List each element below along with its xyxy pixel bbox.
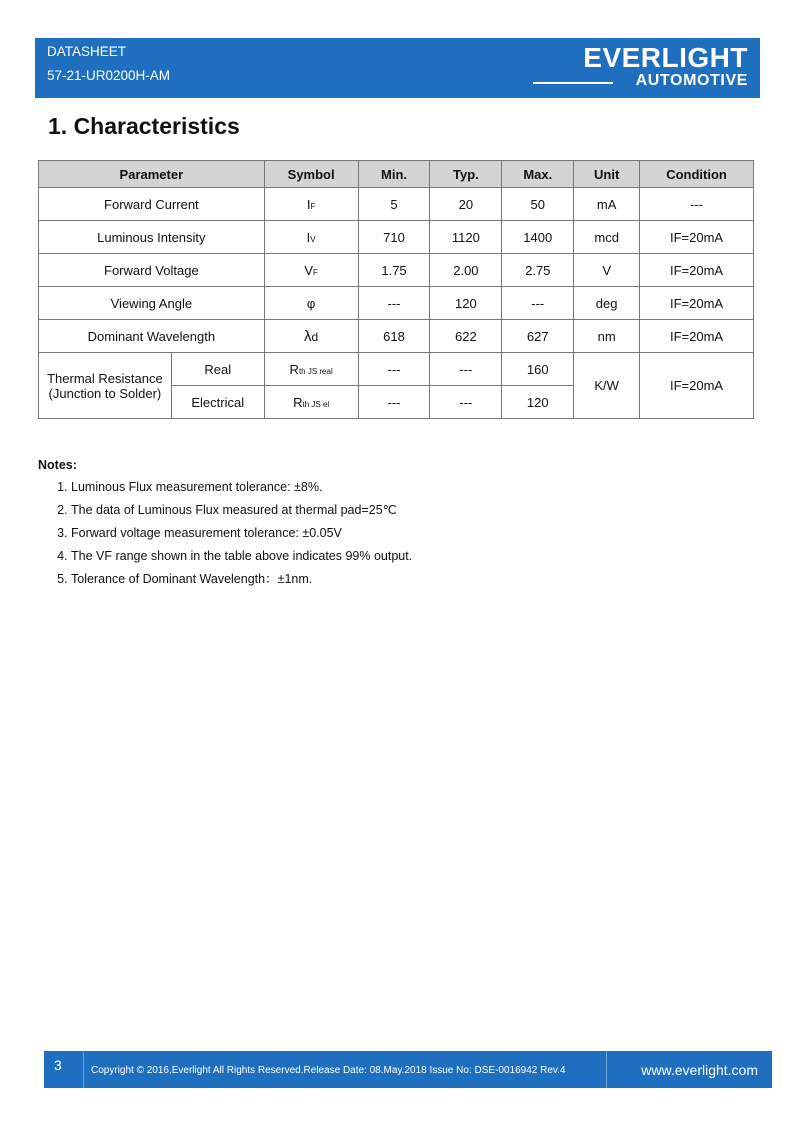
header-typ: Typ.: [430, 161, 502, 188]
thermal-sublabel-cell: Electrical: [171, 386, 264, 419]
symbol-cell: VF: [264, 254, 358, 287]
header-symbol: Symbol: [264, 161, 358, 188]
website-link[interactable]: www.everlight.com: [641, 1062, 758, 1078]
part-number: 57-21-UR0200H-AM: [47, 68, 171, 83]
note-item: 1. Luminous Flux measurement tolerance: ±8%.: [71, 480, 412, 495]
parameter-cell: Forward Current: [39, 188, 265, 221]
table-header-row: [39, 161, 754, 188]
header-min: Min.: [358, 161, 430, 188]
symbol-cell: IV: [264, 221, 358, 254]
condition-cell: ---: [640, 188, 754, 221]
parameter-cell: Viewing Angle: [39, 287, 265, 320]
notes-list: [38, 480, 412, 587]
symbol-cell: IF: [264, 188, 358, 221]
unit-cell: mcd: [574, 221, 640, 254]
note-item: 5. Tolerance of Dominant Wavelength：±1nm.: [71, 572, 412, 587]
notes-title: Notes:: [38, 458, 77, 472]
unit-cell: mA: [574, 188, 640, 221]
note-item: 3. Forward voltage measurement tolerance: ±0.05V: [71, 526, 412, 541]
min-cell: 1.75: [358, 254, 430, 287]
min-cell: 618: [358, 320, 430, 353]
header-parameter: Parameter: [39, 161, 265, 188]
table-row: [39, 287, 754, 320]
symbol-cell: Rth JS el: [264, 386, 358, 419]
header-max: Max.: [502, 161, 574, 188]
document-type: DATASHEET: [47, 44, 127, 59]
max-cell: 160: [502, 353, 574, 386]
note-item: 4. The VF range shown in the table above indicates 99% output.: [71, 549, 412, 564]
thermal-parameter-cell: Thermal Resistance (Junction to Solder): [39, 353, 172, 419]
table-row: [39, 320, 754, 353]
page-footer: [44, 1051, 772, 1088]
typ-cell: 1120: [430, 221, 502, 254]
unit-cell: K/W: [574, 353, 640, 419]
page-header: [35, 38, 760, 98]
thermal-sublabel-cell: Real: [171, 353, 264, 386]
max-cell: 120: [502, 386, 574, 419]
typ-cell: 622: [430, 320, 502, 353]
condition-cell: IF=20mA: [640, 320, 754, 353]
max-cell: ---: [502, 287, 574, 320]
table-row: [39, 254, 754, 287]
min-cell: 5: [358, 188, 430, 221]
parameter-cell: Dominant Wavelength: [39, 320, 265, 353]
condition-cell: IF=20mA: [640, 287, 754, 320]
typ-cell: 2.00: [430, 254, 502, 287]
min-cell: ---: [358, 287, 430, 320]
max-cell: 627: [502, 320, 574, 353]
parameter-cell: Luminous Intensity: [39, 221, 265, 254]
logo-rule: [533, 82, 613, 84]
table-row: [39, 353, 754, 386]
table-row: [39, 188, 754, 221]
note-item: 2. The data of Luminous Flux measured at thermal pad=25℃: [71, 503, 412, 518]
footer-divider: [606, 1051, 607, 1088]
typ-cell: ---: [430, 386, 502, 419]
notes-section: [38, 458, 412, 595]
symbol-cell: φ: [264, 287, 358, 320]
min-cell: ---: [358, 386, 430, 419]
header-unit: Unit: [574, 161, 640, 188]
condition-cell: IF=20mA: [640, 353, 754, 419]
max-cell: 2.75: [502, 254, 574, 287]
typ-cell: 20: [430, 188, 502, 221]
page-number: 3: [54, 1057, 62, 1073]
typ-cell: 120: [430, 287, 502, 320]
copyright-text: Copyright © 2016,Everlight All Rights Reserved.Release Date: 08.May.2018 Issue No: DSE-0016942 Rev.4: [91, 1065, 566, 1076]
typ-cell: ---: [430, 353, 502, 386]
characteristics-table: [38, 160, 754, 419]
brand-subtitle: AUTOMOTIVE: [635, 72, 748, 89]
min-cell: ---: [358, 353, 430, 386]
unit-cell: nm: [574, 320, 640, 353]
brand-name: EVERLIGHT: [583, 42, 748, 73]
max-cell: 50: [502, 188, 574, 221]
unit-cell: V: [574, 254, 640, 287]
symbol-cell: Rth JS real: [264, 353, 358, 386]
symbol-cell: λd: [264, 320, 358, 353]
table-row: [39, 221, 754, 254]
max-cell: 1400: [502, 221, 574, 254]
header-condition: Condition: [640, 161, 754, 188]
section-title: 1. Characteristics: [48, 113, 240, 139]
footer-divider: [83, 1051, 84, 1088]
unit-cell: deg: [574, 287, 640, 320]
min-cell: 710: [358, 221, 430, 254]
parameter-cell: Forward Voltage: [39, 254, 265, 287]
condition-cell: IF=20mA: [640, 221, 754, 254]
brand-logo: [533, 43, 748, 93]
condition-cell: IF=20mA: [640, 254, 754, 287]
